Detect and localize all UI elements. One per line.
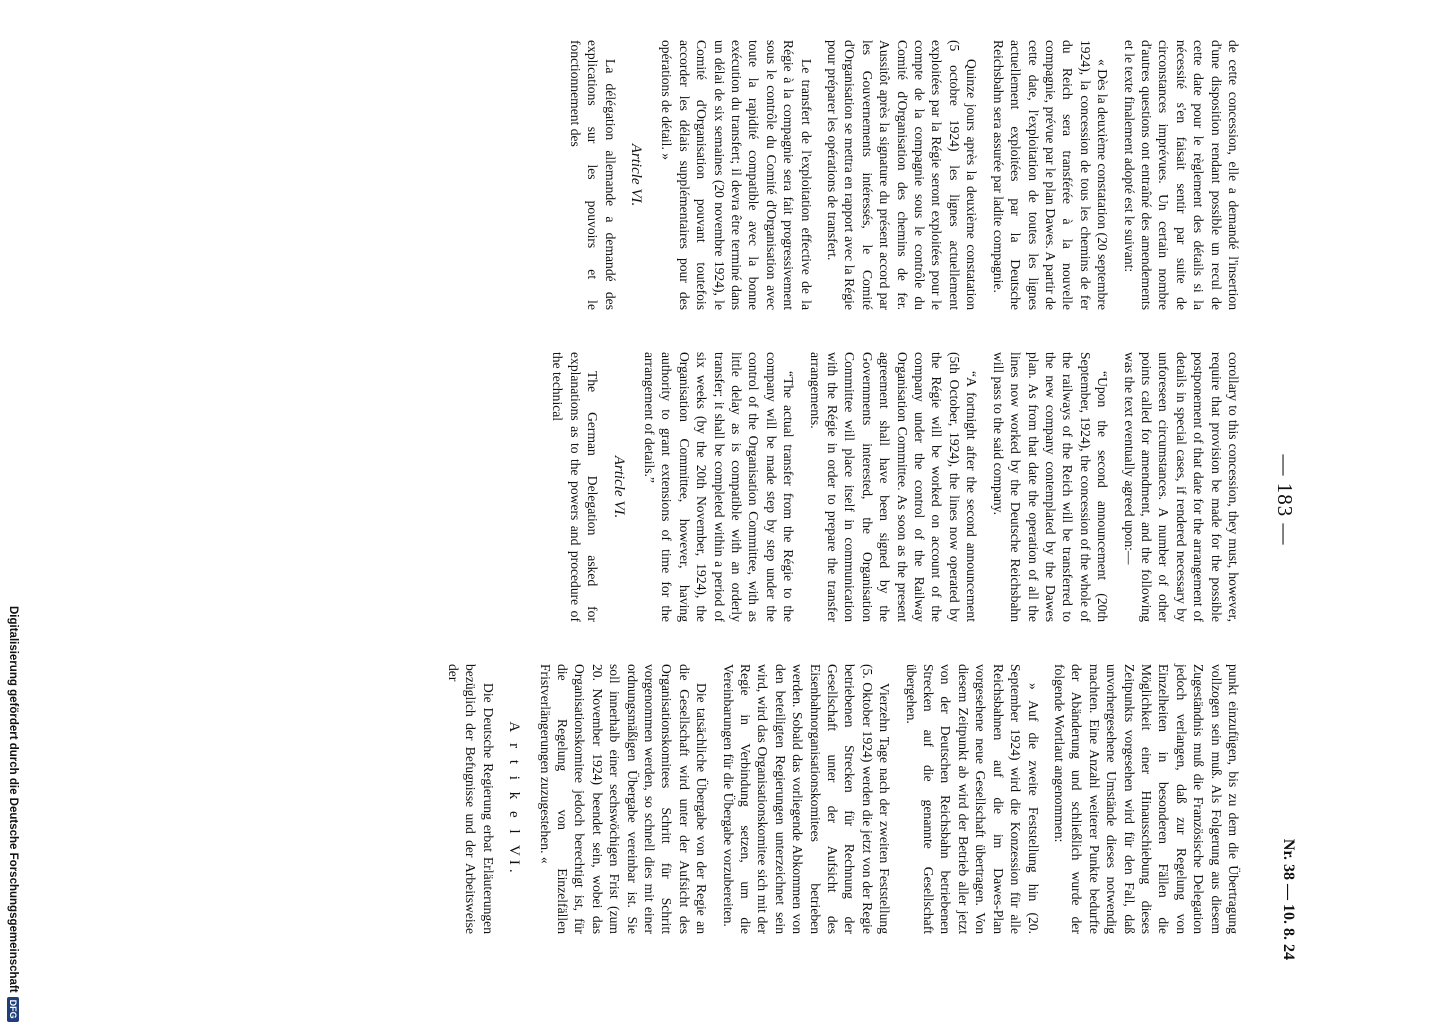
digitization-text: Digitalisierung gefördert durch die Deutsche Forschungsgemeinschaft: [7, 606, 19, 993]
column-french: [557, 40, 1242, 310]
paragraph: The German Delegation asked for explanations as to the powers and procedure of the technical: [550, 352, 601, 622]
paragraph: Le transfert de l'exploitation effective de la Régie à la compagnie sera fait progressivement sous le contrôle du Comité d'Organisation avec toute la rapidité compatible avec la bonne exécution du transfert; il devra être terminé dans un délai de six semaines (20 novembre 1924), le Comité d'Organisation pouvant toutefois accorder les délais supplémentaires pour des opérations de détail. »: [659, 40, 814, 310]
article-heading: Article VI.: [610, 455, 627, 519]
paragraph: “Upon the second announcement (20th September, 1924), the concession of the whole of the railways of the Reich will be transferred to the new company contemplated by the Dawes plan. As from that date the operation of all the lines now worked by the Deutsche Reichsbahn will pass to the said company.: [990, 352, 1111, 622]
page-number: — 183 —: [1273, 454, 1297, 546]
issue-reference: Nr. 38 — 10. 8. 24: [1280, 838, 1297, 960]
paragraph: “A fortnight after the second announcement (5th October, 1924), the lines now operated by the Régie will be worked on account of the company under the control of the Railway Organisation Committee. As soon as the present agreement shall have been signed by the Governments interested, the Organisation Committee will place itself in communication with the Régie in order to prepare the transfer arrangements.: [807, 352, 980, 622]
paragraph: « Dès la deuxième constatation (20 septembre 1924), la concession de tous les chemins de fer du Reich sera transférée à la nouvelle compagnie, prévue par le plan Dawes. A partir de cette date, l'exploitation de toutes les lignes actuellement exploitées par la Deutsche Reichsbahn sera assurée par ladite compagnie.: [990, 40, 1111, 310]
paragraph: de cette concession, elle a demandé l'insertion d'une disposition rendant possible un recul de cette date pour le règlement des détails si la nécessité s'en faisait sentir par suite de circonstances imprévues. Un certain nombre d'autres questions ont entraîné des amendements et le texte finalement adopté est le suivant:: [1121, 40, 1241, 310]
paragraph: Die Deutsche Regierung erbat Erläuterungen bezüglich der Befugnisse und der Arbeitsweise der: [445, 664, 496, 934]
article-heading: A r t i k e l VI.: [506, 721, 523, 877]
paragraph: “The actual transfer from the Régie to the company will be made step by step under the control of the Organisation Committee, with as little delay as is compatible with an orderly transfer; it shall be completed within a period of six weeks (by the 20th November, 1924), the Organisation Committee, however, having authority to grant extensions of time for the arrangement of details.”: [642, 352, 797, 622]
paragraph: corollary to this concession, they must, however, require that provision be made for the possible postponement of that date for the arrangement of details in special cases, if rendered necessary by unforeseen circumstances. A number of other points called for amendment, and the following was the text eventually agreed upon:—: [1121, 352, 1241, 622]
paragraph: punkt einzufügen, bis zu dem die Übertragung vollzogen sein muß. Als Folgerung aus diesem Zugeständnis muß die Französische Delegation jedoch verlangen, daß zur Regelung von Einzelheiten in besonderen Fällen die Möglichkeit einer Hinausschiebung dieses Zeitpunkts vorgesehen wird für den Fall, daß unvorhergesehene Umstände dieses notwendig machten. Eine Anzahl weiterer Punkte bedurfte der Abänderung und schließlich wurde der folgende Wortlaut angenommen:: [1051, 664, 1241, 934]
article-heading: Article VI.: [628, 143, 644, 207]
dfg-logo-icon: DFG: [7, 997, 19, 1022]
paragraph: Quinze jours après la deuxième constatation (5 octobre 1924) les lignes actuellement exploitées par la Régie seront exploitées pour le compte de la compagnie sous le contrôle du Comité d'Organisation des chemins de fer. Aussitôt après la signature du présent accord par les Gouvernements intéressés, le Comité d'Organisation se mettra en rapport avec la Régie pour préparer les opérations de transfert.: [825, 40, 980, 310]
paragraph: » Auf die zweite Feststellung hin (20. September 1924) wird die Konzession für alle Reichsbahnen auf die im Dawes-Plan vorgesehene neue Gesellschaft übertragen. Von diesem Zeitpunkt ab wird der Betrieb aller jetzt von der Deutschen Reichsbahn betriebenen Strecken auf die genannte Gesellschaft übergehen.: [903, 664, 1041, 934]
running-head: [1267, 40, 1297, 960]
column-english: [540, 352, 1242, 622]
digitization-footer: [2, 606, 24, 1019]
rotated-document-page: [127, 0, 1317, 1000]
column-german: [436, 664, 1242, 934]
paragraph: Die tatsächliche Übergabe von der Regie an die Gesellschaft wird unter der Aufsicht des Organisationskomitees Schritt für Schritt vorgenommen werden, so schnell dies mit einer ordnungsmäßigen Übergabe vereinbar ist. Sie soll innerhalb einer sechswöchigen Frist (zum 20. November 1924) beendet sein, wobei das Organisationskomitee jedoch berechtigt ist, für die Regelung von Einzelfällen Fristverlängerungen zuzugestehen. «: [537, 664, 710, 934]
paragraph: La délégation allemande a demandé des explications sur les pouvoirs et le fonctionnement des: [567, 40, 618, 310]
paragraph: Vierzehn Tage nach der zweiten Feststellung (5. Oktober 1924) werden die jetzt von der Regie betriebenen Strecken für Rechnung der Gesellschaft unter der Aufsicht des Eisenbahnorganisationskomitees betrieben werden. Sobald das vorliegende Abkommen von den beteiligten Regierungen unterzeichnet sein wird, wird das Organisationskomitee sich mit der Regie in Verbindung setzen, um die Vereinbarungen für die Übergabe vorzubereiten.: [720, 664, 893, 934]
